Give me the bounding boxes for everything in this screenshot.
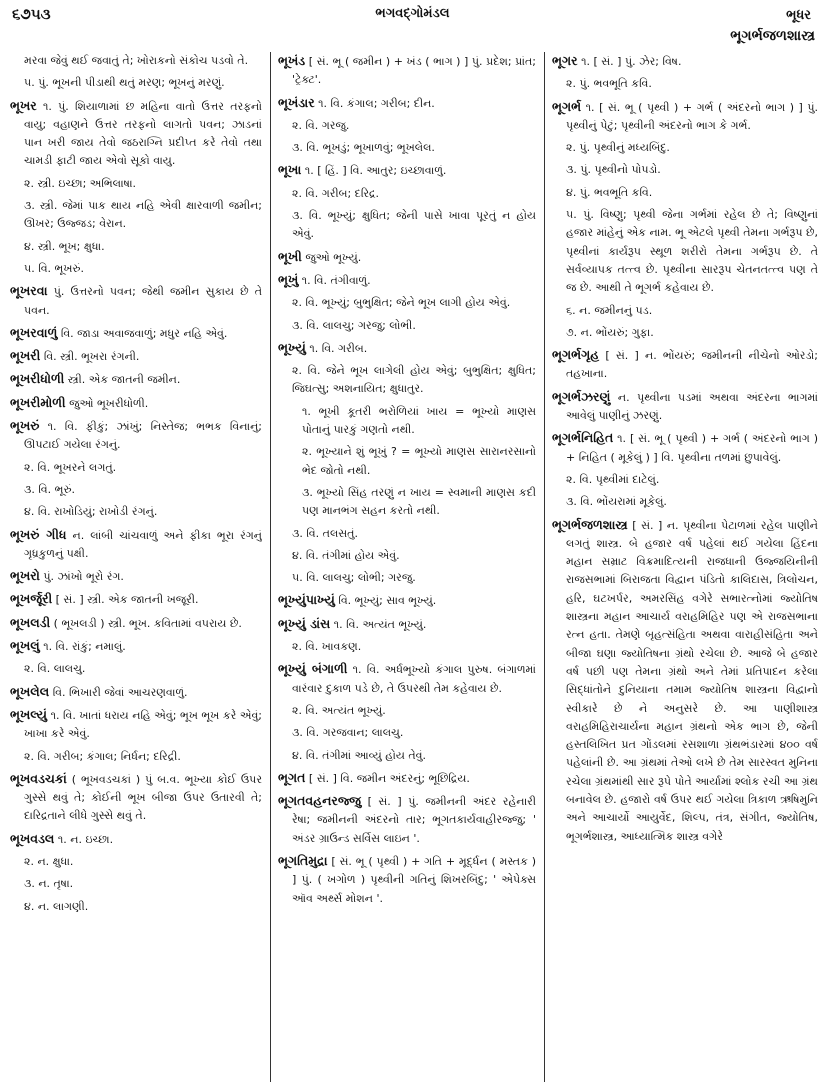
entry-sense xyxy=(10,74,262,92)
definition-text: [ સં. ] સ્ત્રી. એક જાતની ખજૂરી. xyxy=(55,593,199,607)
definition-text: મરવા જેવું થઈ જવાતું તે; ખોરાકનો સંકોચ પડવો તે. xyxy=(24,54,249,67)
definition-text: વિ. સ્ત્રી. ભૂખરા રંગની. xyxy=(43,350,140,364)
dictionary-entry xyxy=(10,282,262,320)
entry-sense xyxy=(278,294,536,312)
entry-sense xyxy=(10,260,262,278)
definition-text: ૨. વિ. ખાવકણ. xyxy=(292,640,362,654)
headword: ભૂખરી xyxy=(10,348,41,364)
definition-text: ૪. ન. લાગણી. xyxy=(24,899,89,913)
entry-sense xyxy=(278,317,536,335)
dictionary-entry xyxy=(10,590,262,609)
guide-word-last: ભૂગર્ભજળશાસ્ત્ર xyxy=(730,28,815,44)
definition-text: ૨. વિ. અત્યંત ભૂખ્યું. xyxy=(292,703,386,717)
entry-sense xyxy=(10,175,262,193)
column-3 xyxy=(552,52,818,1084)
headword: ભૂખલ્યું xyxy=(10,706,48,722)
definition-text: ૧. [ સં. ભૂ ( પૃથ્વી ) + ગર્ભ ( અંદરનો ભાગ ) + નિહિત ( મૂકેલું ) ] વિ. પૃથ્વીના તળમાં છુપાવેલું. xyxy=(566,432,818,464)
entry-sense xyxy=(552,75,818,93)
entry-sense xyxy=(552,302,818,320)
definition-text: ૧. વિ. અર્ધભૂખ્યો કંગાલ પુરુષ. બંગાળમાં વારંવાર દુકાળ પડે છે, તે ઉપરથી તેમ કહેવાય છે. xyxy=(292,663,536,695)
definition-text: ૩. વિ. ભૂખ્યું; ક્ષુધિત; જેની પાસે ખાવા પૂરતું ન હોય એવું. xyxy=(292,209,536,241)
definition-text: ૧. વિ. અત્યંત ભૂખ્યું. xyxy=(333,617,427,631)
dictionary-entry xyxy=(10,770,262,826)
headword: ભૂગર્ભજળશાસ્ત્ર xyxy=(552,516,628,532)
definition-text: ૨. ભૂખ્યાને શું ભૂખું ? = ભૂખ્યો માણસ સારાનરસાનો ભેદ જોતો નથી. xyxy=(302,445,536,477)
headword: ભૂગર xyxy=(552,53,578,68)
entry-sense xyxy=(552,493,818,511)
definition-text: ૨. સ્ત્રી. ઇચ્છા; અભિલાષા. xyxy=(24,176,137,190)
definition-text: ૩. ભૂખ્યો સિંહ તરણું ન ખાય = સ્વમાની માણસ કદી પણ માનભંગ સહન કરતો નથી. xyxy=(302,485,536,518)
headword: ભૂખરવાળું xyxy=(10,324,58,340)
dictionary-entry xyxy=(278,660,536,698)
dictionary-entry xyxy=(10,324,262,343)
definition-text: ( ભૂખલડી ) સ્ત્રી. ભૂખ. કવિતામાં વપરાય છે. xyxy=(53,616,242,630)
dictionary-entry xyxy=(278,52,536,90)
definition-text: ૪. પું. ભવભૂતિ કવિ. xyxy=(566,185,653,199)
dictionary-entry xyxy=(10,370,262,389)
definition-text: [ સં. ભૂ ( પૃથ્વી ) + ગતિ + મૂર્દ્ધન ( મસ્તક ) ] પું. ( ખગોળ ) પૃથ્વીની ગતિનું શિખરબિંદુ; ' એપેક્સ ઑવ અર્થ્સ મોશન '. xyxy=(292,854,536,905)
entry-sense xyxy=(10,748,262,766)
definition-text: ૧. પું. શિયાળામાં છ મહિના વાતો ઉત્તર તરફનો વાયુ; વહાણને ઉત્તર તરફનો લાગતો પવન; ઝાડનાં પાન ખરી જાય તેવો જઠરાગ્નિ પ્રદીપ્ત કરે તેવો તથા ચામડી ફાટી જાય એવો સૂકો વાયુ. xyxy=(24,99,262,168)
definition-text: પું. ઉત્તરનો પવન; જેથી જમીન સુકાય છે તે પવન. xyxy=(24,285,262,317)
definition-text: ૧. [ હિં. ] વિ. આતુર; ઇચ્છાવાળું. xyxy=(304,164,447,178)
definition-text: ૩. ન. તૃષા. xyxy=(24,877,74,891)
dictionary-entry xyxy=(10,683,262,702)
headword: ભૂગર્ભઝરણું xyxy=(552,388,611,404)
dictionary-entry xyxy=(278,161,536,180)
definition-text: ૩. વિ. ભૂરું. xyxy=(24,482,76,496)
definition-text: ૩. વિ. ભોંયરામાં મૂકેલું. xyxy=(566,495,667,509)
definition-text: પું. ઝાંખો ભૂરો રંગ. xyxy=(43,570,124,584)
headword: ભૂખંડ xyxy=(278,53,306,68)
entry-sense xyxy=(552,161,818,179)
headword: ભૂગત xyxy=(278,769,306,785)
definition-text: ૪. વિ. રાખોડિયું; રાખોડી રંગનું. xyxy=(24,505,158,519)
dictionary-entry xyxy=(552,516,818,846)
dictionary-entry xyxy=(552,98,818,136)
headword: ભૂખરું xyxy=(10,418,40,434)
entry-sense xyxy=(278,724,536,742)
entry-sense xyxy=(10,875,262,893)
headword: ભૂખી xyxy=(278,248,302,264)
dictionary-entry xyxy=(278,852,536,908)
definition-text: ૧. વિ. ફીકું; ઝાંખું; નિસ્તેજ; ભભક વિનાનું; ઊપટાઈ ગયેલા રંગનું. xyxy=(24,420,262,452)
dictionary-entry xyxy=(10,706,262,744)
entry-sense xyxy=(10,898,262,916)
definition-text: ૨. પું. ભવભૂતિ કવિ. xyxy=(566,77,652,91)
definition-text: વિ. ભૂખ્યું; સાવ ભૂખ્યું. xyxy=(338,594,437,608)
idiom-example xyxy=(278,484,536,521)
definition-text: ( ભૂખવડચકાં ) પું બ.વ. ભૂખ્યા કોઈ ઉપર ગુસ્સે થવું તે; કોઈની ભૂખ બીજા ઉપર ઉતારવી તે; દારિદ્રતાને લીધે ગુસ્સે થવું તે. xyxy=(24,772,262,823)
headword: ભૂખવડચકાં xyxy=(10,770,67,786)
definition-text: [ સં. ભૂ ( જમીન ) + ખંડ ( ભાગ ) ] પું. પ્રદેશ; પ્રાંત; 'ટ્રેક્ટ'. xyxy=(292,55,536,87)
entry-sense xyxy=(552,139,818,157)
definition-text: ૨. વિ. ભૂખ્યું; બુભુક્ષિત; જેને ભૂખ લાગી હોય એવું. xyxy=(292,296,511,310)
idiom-example xyxy=(278,443,536,480)
headword: ભૂખલડી xyxy=(10,614,51,630)
entry-sense xyxy=(10,238,262,256)
dictionary-entry xyxy=(10,417,262,455)
entry-sense xyxy=(278,139,536,157)
definition-text: ૨. વિ. પૃથ્વીમાં દાટેલું. xyxy=(566,472,660,486)
headword: ભૂગતિમુદ્રા xyxy=(278,852,328,868)
entry-sense xyxy=(278,185,536,203)
definition-text: ૨. વિ. ભૂખરને લગતું. xyxy=(24,460,117,474)
dictionary-entry xyxy=(278,769,536,788)
definition-text: જુઓ ભૂખ્યું. xyxy=(305,250,362,264)
definition-text: ૩. વિ. તલસતું. xyxy=(292,526,358,540)
headword: ભૂખલું xyxy=(10,638,40,654)
definition-text: ૩. વિ. ભૂખડું; ભૂખાળવું; ભૂખલેલ. xyxy=(292,141,435,155)
definition-text: ૧. ન. ઇચ્છા. xyxy=(57,832,114,846)
definition-text: ૨. વિ. ગરજુ. xyxy=(292,118,350,132)
headword: ભૂખ્યું બંગાળી xyxy=(278,661,348,677)
headword: ભૂખલેલ xyxy=(10,683,50,699)
definition-text: ૧. વિ. તંગીવાળું. xyxy=(301,273,371,287)
headword: ભૂખરું ગીધ xyxy=(10,526,67,542)
headword: ભૂખર્જૂરી xyxy=(10,591,53,607)
definition-text: ૩. પું. પૃથ્વીનો પોપડો. xyxy=(566,163,661,177)
definition-text: ૩. સ્ત્રી. જેમાં પાક થાય નહિ એવી ક્ષારવાળી જમીન; ઊખર; ઉજ્જડ; વેરાન. xyxy=(24,199,262,231)
definition-text: ૩. વિ. ગરજવાન; લાલચુ. xyxy=(292,726,404,740)
idiom-example xyxy=(278,403,536,440)
dictionary-entry xyxy=(552,346,818,384)
definition-text: સ્ત્રી. એક જાતની જમીન. xyxy=(67,373,181,387)
page-number: ૬૭૫૩ xyxy=(12,5,51,23)
definition-text: ૨. વિ. લાલચુ. xyxy=(24,662,86,676)
definition-text: ન. પૃથ્વીના પડમાં અથવા અંદરના ભાગમાં આવેલું પાણીનું ઝરણું. xyxy=(566,390,818,423)
definition-text: ૧. વિ. ખાતાં ધરાય નહિ એવું; ભૂખ ભૂખ કરે એવું; ખાખા કરે એવું. xyxy=(24,708,262,741)
headword: ભૂખરીમોળી xyxy=(10,394,66,410)
definition-text: [ સં. ] ન. પૃથ્વીના પેટાળમાં રહેલ પાણીને લગતું શાસ્ત્ર. બે હજાર વર્ષ પહેલાં થઈ ગયેલા હિંદના મહાન સમ્રાટ વિક્રમાદિત્યની રાજધાની ઉજ્જયિનીની રાજસભામાં બિરાજતા વિદ્વાન પંડિતો કાલિદાસ, ત્રિલોચન, હરિ, ઘટખર્પર, અમરસિંહ વગેરે સભારત્નોમાં જ્યોતિષ શાસ્ત્રના મહાન આચાર્ય વરાહમિહિર પણ એ રાજસભાના રત્ન હતા. તેમણે બૃહત્સંહિતા અથવા વારાહીસંહિતા અને બીજા ઘણા જ્યોતિષના ગ્રંથો રચેલા છે. આજે બે હજાર વર્ષ પછી પણ તેમના ગ્રંથો અને તેમાં પ્રતિપાદન કરેલા સિદ્ધાંતોને દુનિયાના તમામ જ્યોતિષ શાસ્ત્રના વિદ્વાનો સ્વીકારે છે ને અનુસરે છે. આ પાણીશાસ્ત્ર વરાહમિહિરાચાર્યના મહાન ગ્રંથનો એક ભાગ છે, જેની હસ્તલિખિત પ્રત ગોંડલમાં રસશાળા ગ્રંથભંડારમાં ૪૦૦ વર્ષ પહેલાંની છે. આ ગ્રંથમાં તેઓ લખે છે તેમ સારસ્વત મુનિના રચેલા ગ્રંથમાંથી સાર રૂપે પોતે આર્યામાં શ્લોક રચી આ ગ્રંથ બનાવેલ છે. હજારો વર્ષ ઉપર થઈ ગયેલા ત્રિકાળ ઋષિમુનિ અને આચાર્યો આયુર્વેદ, શિલ્પ, તંત્ર, સંગીત, જ્યોતિષ, ભૂગર્ભશાસ્ત્ર, આધ્યાત્મિક શાસ્ત્ર વગેરે xyxy=(566,518,818,843)
definition-text: ૨. વિ. ગરીબ; કંગાલ; નિર્ધન; દરિદ્રી. xyxy=(24,749,181,763)
headword: ભૂખરો xyxy=(10,568,40,584)
definition-text: ૨. વિ. ગરીબ; દરિદ્ર. xyxy=(292,186,380,200)
dictionary-entry xyxy=(278,615,536,634)
definition-text: ૩. વિ. લાલચુ; ગરજુ; લોભી. xyxy=(292,318,416,332)
definition-text: ૧. [ સં. ભૂ ( પૃથ્વી ) + ગર્ભ ( અંદરનો ભાગ ) ] પું. પૃથ્વીનું પેટું; પૃથ્વીની અંદરનો ભાગ કે ગર્ભ. xyxy=(566,100,818,132)
headword: ભૂખ્યું xyxy=(278,339,306,355)
entry-sense xyxy=(10,481,262,499)
definition-text: ૫. વિ. લાલચુ; લોભી; ગરજુ. xyxy=(292,571,416,585)
dictionary-entry xyxy=(552,52,818,71)
definition-text: ૧. [ સં. ] પું. ઝેર; વિષ. xyxy=(581,55,682,68)
dictionary-entry xyxy=(10,567,262,586)
definition-text: ૨. પું. પૃથ્વીનું મધ્યબિંદુ. xyxy=(566,141,670,155)
entry-sense xyxy=(552,184,818,202)
headword: ભૂગર્ભગૃહ xyxy=(552,347,600,363)
column-2 xyxy=(278,52,536,1084)
headword: ભૂખ્યુંપાખ્યું xyxy=(278,592,335,608)
dictionary-entry xyxy=(278,271,536,290)
running-title: ભગવદ્ગોમંડલ xyxy=(375,6,450,21)
definition-text: [ સં. ] પું. જમીનની અંદર રહેનારી રેષા; જમીનની અંદરનો તાર; ભૂગતકાર્યવાહીરજ્જુ; ' અંડર ગ્રાઉન્ડ સર્વિસ લાઇન '. xyxy=(292,795,536,845)
page-header xyxy=(0,0,825,50)
definition-text: ૪. સ્ત્રી. ભૂખ; ક્ષુધા. xyxy=(24,239,105,253)
definition-text: ૭. ન. ભોંયરું; ગુફા. xyxy=(566,325,654,339)
entry-sense xyxy=(10,660,262,678)
dictionary-entry xyxy=(10,97,262,171)
headword: ભૂખું xyxy=(278,271,299,287)
definition-text: ૬. ન. જમીનનું પડ. xyxy=(566,303,653,317)
headword: ભૂખા xyxy=(278,162,302,178)
dictionary-entry xyxy=(278,339,536,358)
definition-text: ૧. ભૂખી કૂતરી ભરોળિયાં ખાય = ભૂખ્યો માણસ પોતાનું પારકું ગણતો નથી. xyxy=(302,404,536,437)
column-1 xyxy=(10,52,262,1084)
definition-text: ૧. વિ. રાંકું; નમાલું. xyxy=(43,640,126,654)
guide-word-first: ભૂધર xyxy=(786,8,811,23)
headword: ભૂખર xyxy=(10,97,37,113)
dictionary-entry xyxy=(552,429,818,467)
entry-sense xyxy=(10,853,262,871)
dictionary-entry xyxy=(278,591,536,610)
definition-text: ૫. પું. ભૂખની પીડાથી થતું મરણ; ભૂખનું મરણું. xyxy=(24,76,225,90)
entry-sense xyxy=(278,702,536,720)
entry-sense xyxy=(10,52,262,70)
definition-text: [ સં. ] વિ. જમીન અંદરનું; ભૂછિદ્રિય. xyxy=(308,771,470,785)
headword: ભૂખવડલ xyxy=(10,830,55,846)
entry-sense xyxy=(552,206,818,297)
headword: ભૂગર્ભ xyxy=(552,98,582,114)
definition-text: ૪. વિ. તંગીમાં આવ્યું હોય તેવું. xyxy=(292,748,427,762)
headword: ભૂખરવા xyxy=(10,283,48,299)
definition-text: ૧. વિ. કંગાલ; ગરીબ; દીન. xyxy=(318,96,435,110)
definition-text: જુઓ ભૂખરીધોળી. xyxy=(69,396,149,410)
headword: ભૂખ્યું ડાંસ xyxy=(278,615,331,631)
entry-sense xyxy=(10,197,262,234)
dictionary-entry xyxy=(278,248,536,267)
entry-sense xyxy=(278,547,536,565)
definition-text: વિ. જાડા અવાજવાળું; મધુર નહિ એવું. xyxy=(60,326,228,340)
definition-text: ૨. ન. ક્ષુધા. xyxy=(24,854,74,868)
definition-text: ૫. પું. વિષ્ણુ; પૃથ્વી જેના ગર્ભમાં રહેલ છે તે; વિષ્ણુનાં હજાર માંહેનું એક નામ. ભૂ એટલે પૃથ્વી તેમના ગર્ભરૂપ છે, પૃથ્વીનાં કાર્યરૂપ સ્થૂળ શરીરો તેમના ગર્ભરૂપ છે. તે સર્વવ્યાપક તત્ત્વ છે. પૃથ્વીના સારરૂપ ચેતનતત્ત્વ પણ તે જ છે. આથી તે ભૂગર્ભ કહેવાય છે. xyxy=(566,208,818,295)
entry-sense xyxy=(278,117,536,135)
dictionary-entry xyxy=(552,388,818,426)
entry-sense xyxy=(10,503,262,521)
dictionary-entry xyxy=(10,347,262,366)
definition-text: ૨. વિ. જેને ભૂખ લાગેલી હોય એવું; બુભુક્ષિત; ક્ષુધિત; જિઘત્સુ; અશનાયિત; ક્ષુધાતુર. xyxy=(292,364,536,396)
definition-text: ૫. વિ. ભૂખરું. xyxy=(24,261,84,275)
definition-text: ૧. વિ. ગરીબ. xyxy=(309,341,368,355)
dictionary-entry xyxy=(10,526,262,564)
dictionary-entry xyxy=(10,830,262,849)
entry-sense xyxy=(278,747,536,765)
headword: ભૂખંડાર xyxy=(278,94,315,110)
entry-sense xyxy=(278,207,536,244)
dictionary-entry xyxy=(278,94,536,113)
headword: ભૂગતવહનરજ્જુ xyxy=(278,793,361,809)
entry-sense xyxy=(278,638,536,656)
entry-sense xyxy=(278,525,536,543)
dictionary-entry xyxy=(10,614,262,633)
entry-sense xyxy=(278,362,536,399)
column-divider xyxy=(544,52,545,1082)
dictionary-entry xyxy=(10,637,262,656)
definition-text: [ સં. ] ન. ભોંયરું; જમીનની નીચેનો ઓરડો; તહખાના. xyxy=(566,349,818,381)
entry-sense xyxy=(10,459,262,477)
entry-sense xyxy=(278,569,536,587)
dictionary-entry xyxy=(278,792,536,848)
definition-text: ૪. વિ. તંગીમાં હોય એવું. xyxy=(292,548,400,562)
entry-sense xyxy=(552,324,818,342)
column-divider xyxy=(270,52,271,1082)
headword: ભૂખરીધોળી xyxy=(10,371,65,387)
definition-text: ન. લાંબી ચાંચવાળું અને ફીકા ભૂરા રંગનું ગૃધ્રકુળનું પક્ષી. xyxy=(24,528,262,560)
headword: ભૂગર્ભનિહિત xyxy=(552,430,614,446)
definition-text: વિ. ભિખારી જેવાં આચરણવાળું. xyxy=(52,685,188,699)
entry-sense xyxy=(552,471,818,489)
dictionary-entry xyxy=(10,394,262,413)
